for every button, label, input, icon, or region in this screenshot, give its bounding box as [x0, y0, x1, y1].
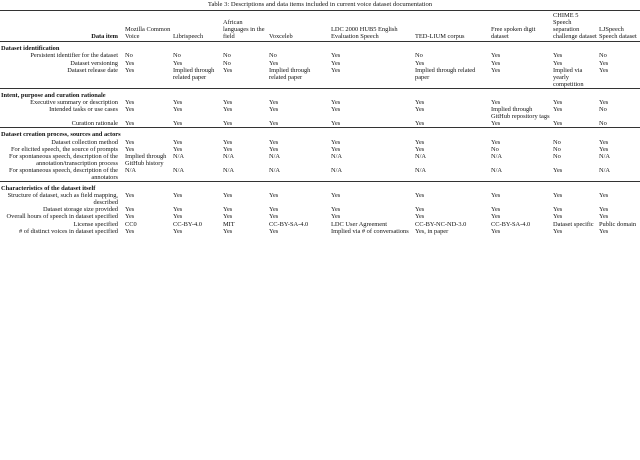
- table-cell: N/A: [491, 166, 503, 174]
- column-header: Voxceleb: [268, 12, 330, 42]
- table-cell: MIT: [223, 220, 235, 228]
- table-cell: N/A: [173, 152, 185, 160]
- table-cell: Yes: [269, 138, 279, 146]
- table-cell: Yes: [269, 120, 279, 128]
- table-cell: Yes: [269, 145, 279, 153]
- table-cell: No: [599, 52, 607, 60]
- table-cell: Yes: [553, 59, 563, 67]
- table-cell: Dataset specific: [553, 220, 594, 228]
- data-item-label: License specified: [73, 220, 118, 228]
- table-cell: Yes: [223, 192, 233, 200]
- table-cell: No: [223, 59, 231, 67]
- table-cell: Yes: [223, 120, 233, 128]
- table-cell: Yes: [223, 99, 233, 107]
- table-cell: Yes: [125, 213, 135, 221]
- table-cell: No: [599, 106, 607, 114]
- table-cell: Yes: [331, 138, 341, 146]
- table-cell: Yes: [125, 59, 135, 67]
- table-row: [0, 167, 640, 182]
- table-cell: LDC User Agreement: [331, 220, 388, 228]
- table-cell: Yes: [491, 66, 501, 74]
- table-cell: Implied through related paper: [173, 66, 215, 81]
- column-header: Librispeech: [172, 12, 222, 42]
- table-cell: No: [269, 52, 277, 60]
- table-cell: N/A: [269, 152, 281, 160]
- table-cell: Yes: [599, 206, 609, 214]
- table-cell: Yes: [173, 227, 183, 235]
- table-cell: Yes: [331, 99, 341, 107]
- table-cell: Yes: [415, 99, 425, 107]
- data-item-label: Structure of dataset, such as field mapping, described: [7, 192, 118, 207]
- table-cell: Yes: [599, 145, 609, 153]
- column-header: LDC 2000 HUB5 English Evaluation Speech: [330, 12, 414, 42]
- table-row: [0, 192, 640, 206]
- table-cell: Yes: [223, 206, 233, 214]
- table-cell: Yes: [415, 145, 425, 153]
- table-cell: Yes: [223, 66, 233, 74]
- table-cell: Yes: [415, 192, 425, 200]
- table-cell: Yes: [223, 227, 233, 235]
- section-row: [0, 182, 640, 193]
- table-cell: N/A: [331, 152, 343, 160]
- table-cell: Yes: [553, 166, 563, 174]
- table-cell: CC-BY-4.0: [173, 220, 202, 228]
- section-row: [0, 42, 640, 53]
- table-cell: N/A: [125, 166, 137, 174]
- table-cell: Yes: [125, 66, 135, 74]
- table-cell: CC-BY-SA-4.0: [491, 220, 531, 228]
- table-cell: Yes: [331, 52, 341, 60]
- data-item-label: Dataset versioning: [70, 59, 118, 67]
- table-cell: Yes: [173, 138, 183, 146]
- data-item-label: For elicited speech, the source of prompts: [10, 145, 118, 153]
- table-cell: Yes: [553, 227, 563, 235]
- table-cell: Yes: [173, 145, 183, 153]
- table-cell: Yes: [415, 138, 425, 146]
- table-cell: Implied through related paper: [415, 66, 476, 81]
- table-cell: Yes: [125, 192, 135, 200]
- table-cell: Yes: [125, 106, 135, 114]
- voice-dataset-documentation-table: [0, 12, 640, 235]
- section-title: Intent, purpose and curation rationale: [0, 88, 640, 99]
- table-cell: Yes: [599, 192, 609, 200]
- table-cell: Yes: [269, 192, 279, 200]
- data-item-label: For spontaneous speech, description of the annotators: [9, 166, 118, 181]
- section-title: Characteristics of the dataset itself: [0, 182, 640, 193]
- table-cell: Yes: [599, 227, 609, 235]
- table-cell: No: [553, 152, 561, 160]
- table-cell: Yes: [125, 120, 135, 128]
- table-cell: CC0: [125, 220, 137, 228]
- table-cell: Yes: [331, 145, 341, 153]
- table-cell: Yes: [331, 59, 341, 67]
- table-cell: Yes: [331, 213, 341, 221]
- column-header: Mozilla Common Voice: [124, 12, 172, 42]
- table-row: [0, 60, 640, 67]
- table-cell: Yes: [553, 106, 563, 114]
- table-cell: N/A: [173, 166, 185, 174]
- table-row: [0, 67, 640, 89]
- table-cell: Yes: [223, 138, 233, 146]
- table-cell: No: [125, 52, 133, 60]
- table-cell: Implied through GitHub repository tags: [491, 106, 550, 121]
- table-row: [0, 213, 640, 220]
- table-cell: N/A: [491, 152, 503, 160]
- table-cell: N/A: [223, 152, 235, 160]
- table-cell: Yes: [223, 106, 233, 114]
- table-cell: Yes: [269, 106, 279, 114]
- table-cell: Yes: [491, 192, 501, 200]
- table-row: [0, 139, 640, 146]
- table-cell: Yes: [553, 213, 563, 221]
- table-cell: No: [553, 138, 561, 146]
- section-row: [0, 88, 640, 99]
- table-cell: Yes: [553, 99, 563, 107]
- table-cell: N/A: [415, 166, 427, 174]
- table-cell: Yes, in paper: [415, 227, 449, 235]
- table-cell: Implied through GitHub history: [125, 152, 167, 167]
- table-body: [0, 42, 640, 235]
- table-cell: Yes: [125, 145, 135, 153]
- table-cell: N/A: [599, 152, 611, 160]
- table-row: [0, 206, 640, 213]
- table-row: [0, 221, 640, 228]
- table-cell: Yes: [331, 120, 341, 128]
- data-item-label: Dataset storage size provided: [42, 206, 118, 214]
- data-item-label: Executive summary or description: [30, 99, 118, 107]
- table-cell: Yes: [269, 206, 279, 214]
- data-item-label: Intended tasks or use cases: [49, 106, 118, 114]
- table-cell: Yes: [491, 99, 501, 107]
- table-row: [0, 153, 640, 167]
- data-item-label: For spontaneous speech, description of the annotation/transcription process: [9, 152, 118, 167]
- data-item-label: Dataset release date: [67, 66, 118, 74]
- table-cell: Yes: [491, 120, 501, 128]
- table-cell: Yes: [269, 99, 279, 107]
- table-cell: Yes: [491, 138, 501, 146]
- table-cell: Yes: [491, 227, 501, 235]
- table-cell: No: [553, 145, 561, 153]
- table-cell: Yes: [415, 59, 425, 67]
- table-cell: Yes: [415, 106, 425, 114]
- data-item-label: # of distinct voices in dataset specified: [18, 227, 118, 235]
- table-cell: Yes: [331, 206, 341, 214]
- table-cell: Yes: [331, 106, 341, 114]
- data-item-label: Curation rationale: [71, 120, 118, 128]
- table-cell: CC-BY-SA-4.0: [269, 220, 309, 228]
- table-cell: Yes: [173, 106, 183, 114]
- table-cell: N/A: [269, 166, 281, 174]
- table-cell: Yes: [553, 52, 563, 60]
- table-row: [0, 52, 640, 59]
- table-cell: Yes: [125, 138, 135, 146]
- table-cell: Yes: [553, 206, 563, 214]
- table-cell: Yes: [415, 213, 425, 221]
- table-cell: Yes: [125, 206, 135, 214]
- table-cell: Yes: [173, 59, 183, 67]
- table-top-rule: [0, 10, 640, 11]
- table-row: [0, 146, 640, 153]
- table-row: [0, 120, 640, 128]
- table-cell: Yes: [269, 227, 279, 235]
- column-header: LJSpeech Speech dataset: [598, 12, 640, 42]
- table-cell: Yes: [331, 66, 341, 74]
- table-cell: Yes: [599, 99, 609, 107]
- table-cell: Yes: [269, 59, 279, 67]
- table-row: [0, 106, 640, 120]
- table-cell: Yes: [125, 99, 135, 107]
- column-header: CHIME 5 Speech separation challenge dataset: [553, 12, 597, 41]
- table-cell: Implied via yearly competition: [553, 66, 584, 88]
- data-item-label: Persistent identifier for the dataset: [30, 52, 118, 60]
- column-header: Free spoken digit dataset: [490, 12, 552, 42]
- table-cell: Implied through related paper: [269, 66, 311, 81]
- table-cell: Public domain: [599, 220, 637, 228]
- table-cell: Yes: [491, 52, 501, 60]
- table-cell: Yes: [173, 206, 183, 214]
- table-cell: Yes: [173, 120, 183, 128]
- table-cell: Yes: [223, 213, 233, 221]
- column-header: African languages in the field: [222, 12, 268, 42]
- table-cell: Yes: [173, 99, 183, 107]
- section-row: [0, 128, 640, 139]
- table-row: [0, 228, 640, 235]
- table-cell: Implied via # of conversations: [331, 227, 409, 235]
- table-cell: Yes: [599, 138, 609, 146]
- table-cell: Yes: [223, 145, 233, 153]
- column-header: Data item: [0, 12, 124, 42]
- table-cell: Yes: [173, 213, 183, 221]
- table-cell: Yes: [553, 192, 563, 200]
- table-cell: No: [223, 52, 231, 60]
- table-cell: Yes: [415, 206, 425, 214]
- table-cell: No: [415, 52, 423, 60]
- table-cell: N/A: [331, 166, 343, 174]
- table-cell: Yes: [491, 59, 501, 67]
- table-cell: Yes: [599, 59, 609, 67]
- table-cell: No: [491, 145, 499, 153]
- table-cell: N/A: [415, 152, 427, 160]
- table-cell: Yes: [125, 227, 135, 235]
- table-cell: CC-BY-NC-ND-3.0: [415, 220, 467, 228]
- table-cell: Yes: [491, 206, 501, 214]
- table-cell: Yes: [599, 213, 609, 221]
- table-cell: N/A: [223, 166, 235, 174]
- table-cell: Yes: [173, 192, 183, 200]
- table-cell: No: [599, 120, 607, 128]
- table-caption: Table 3: Descriptions and data items included in current voice dataset documentation: [207, 1, 433, 8]
- section-title: Dataset identification: [1, 45, 60, 53]
- table-cell: Yes: [553, 120, 563, 128]
- table-cell: Yes: [491, 213, 501, 221]
- table-cell: Yes: [269, 213, 279, 221]
- data-item-label: Dataset collection method: [51, 138, 118, 146]
- section-title: Dataset creation process, sources and actors: [0, 128, 640, 139]
- table-cell: Yes: [331, 192, 341, 200]
- table-cell: Yes: [415, 120, 425, 128]
- column-header: TED-LIUM corpus: [414, 12, 490, 42]
- data-item-label: Overall hours of speech in dataset specified: [6, 213, 118, 221]
- table-cell: No: [173, 52, 181, 60]
- table-cell: Yes: [599, 66, 609, 74]
- header-row: [0, 12, 640, 42]
- table-cell: N/A: [599, 166, 611, 174]
- table-row: [0, 99, 640, 106]
